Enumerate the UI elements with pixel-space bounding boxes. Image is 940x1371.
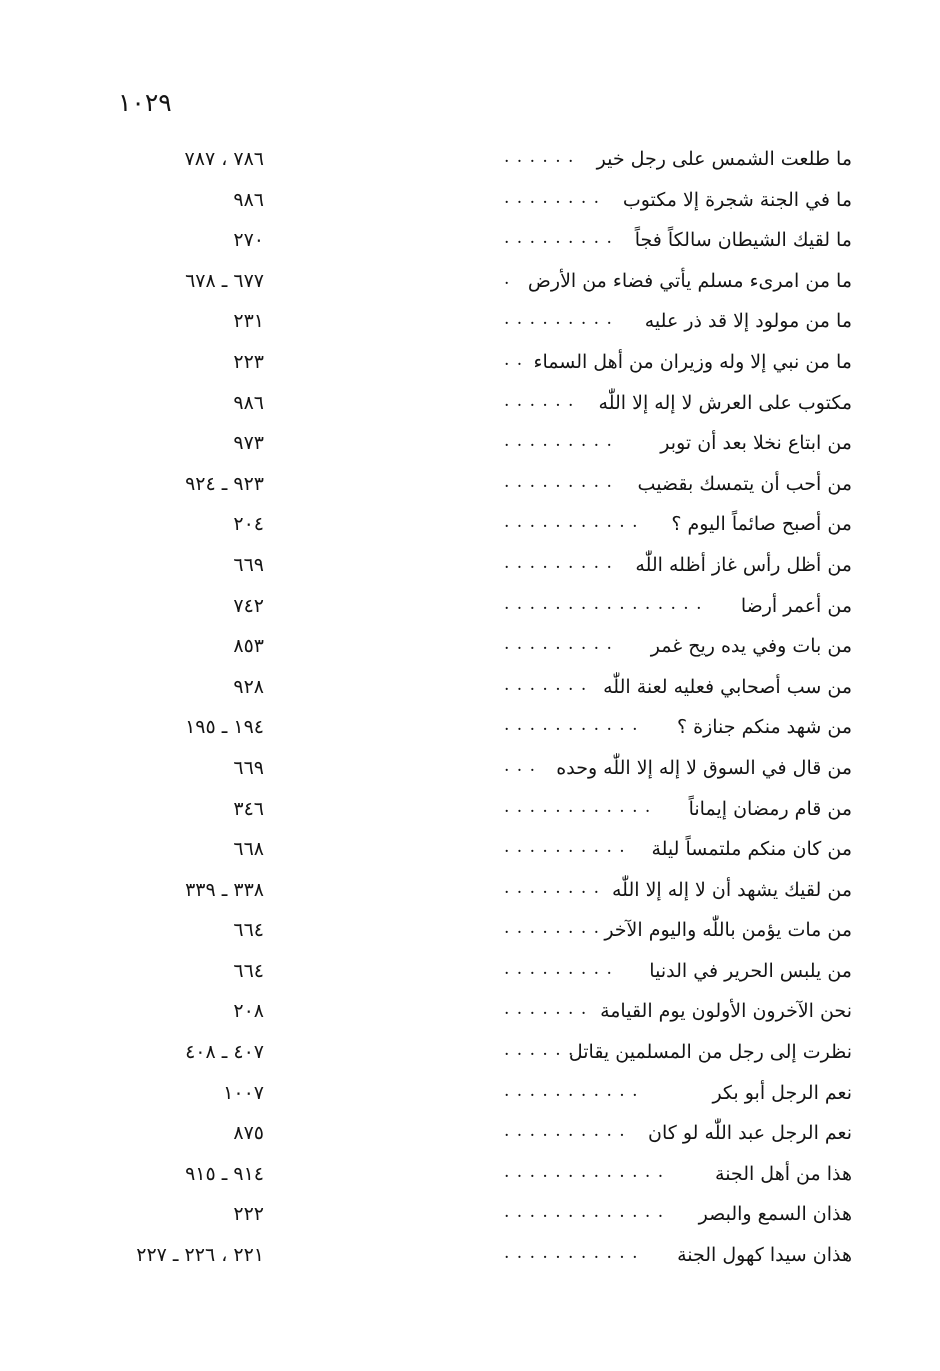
index-entry (0, 425, 940, 466)
index-entry (0, 1075, 940, 1116)
entry-leader-dots: . . . . . . . . . (504, 552, 613, 573)
index-entry (0, 1115, 940, 1156)
index-entry (0, 1237, 940, 1278)
entry-leader-dots: . . . . . . . (504, 674, 588, 695)
entry-page-numbers: ٩٨٦ (233, 188, 264, 211)
entry-page-numbers: ٦٦٨ (233, 838, 264, 861)
index-entry (0, 385, 940, 426)
entry-leader-dots: . . . . . . . (504, 999, 588, 1020)
entry-leader-dots: . . . . . . . . (504, 187, 601, 208)
entry-text: نعم الرجل عبد اللّٰه لو كان (648, 1122, 852, 1145)
index-entry (0, 1196, 940, 1237)
entry-leader-dots: . . . . . . . . . (504, 958, 613, 979)
entry-text: من قال في السوق لا إله إلا اللّٰه وحده (556, 756, 852, 779)
entry-page-numbers: ٨٧٥ (233, 1122, 264, 1145)
entry-text: نعم الرجل أبو بكر (712, 1081, 852, 1104)
entry-leader-dots: . . . . . . . . (504, 918, 601, 939)
entry-text: من أحب أن يتمسك بقضيب (637, 472, 852, 495)
entry-page-numbers: ٣٤٦ (233, 797, 264, 820)
entry-page-numbers: ٢٠٤ (233, 513, 264, 536)
index-entry (0, 872, 940, 913)
entry-text: مكتوب على العرش لا إله إلا اللّٰه (598, 391, 852, 414)
entry-leader-dots: . . . . . . . . . . . . . (504, 1161, 665, 1182)
entry-text: هذا من أهل الجنة (715, 1162, 852, 1185)
index-entry (0, 953, 940, 994)
index-entry (0, 182, 940, 223)
entry-text: من شهد منكم جنازة ؟ (677, 716, 852, 739)
entry-page-numbers: ٢٣١ (233, 310, 264, 333)
entry-leader-dots: . . . . . . (504, 147, 575, 167)
index-entry (0, 993, 940, 1034)
entry-page-numbers: ٩٨٦ (233, 391, 264, 414)
entry-leader-dots: . . . . . . . . . (504, 471, 613, 492)
entry-page-numbers: ٣٣٨ ـ ٣٣٩ (185, 878, 264, 901)
entry-text: من ابتاع نخلا بعد أن توبر (660, 432, 852, 455)
entry-page-numbers: ٢٢٣ (233, 350, 264, 373)
index-entry (0, 669, 940, 710)
index-entry (0, 831, 940, 872)
entry-leader-dots: . . . . . . . . (504, 877, 601, 898)
entry-page-numbers: ٦٦٤ (233, 919, 264, 942)
entry-leader-dots: . . . (504, 755, 537, 776)
entry-leader-dots: . . . . . . . . . . . (504, 1243, 639, 1264)
entry-leader-dots: . . . . . . . . . . . (504, 512, 639, 533)
index-entry (0, 709, 940, 750)
entry-text: ما من مولود إلا قد ذر عليه (644, 310, 852, 333)
index-entry (0, 506, 940, 547)
page-number: ١٠٢٩ (118, 88, 172, 117)
entry-leader-dots: . . . . . . . . . (504, 228, 613, 249)
entry-text: من كان منكم ملتمساً ليلة (651, 838, 852, 861)
entry-page-numbers: ٨٥٣ (233, 635, 264, 658)
entry-page-numbers: ٦٦٤ (233, 959, 264, 982)
entry-leader-dots: . . (504, 349, 524, 370)
entry-leader-dots: . . . . . . . . . . (504, 837, 626, 858)
entry-page-numbers: ٩٧٣ (233, 432, 264, 455)
entry-leader-dots: . . . . . . (504, 390, 575, 411)
entry-page-numbers: ٢٢١ ، ٢٢٦ ـ ٢٢٧ (136, 1244, 264, 1267)
entry-page-numbers: ٢٧٠ (233, 229, 264, 252)
entry-leader-dots: . . . . . . . . . . . . (504, 796, 652, 817)
entry-page-numbers: ٧٨٦ ، ٧٨٧ (184, 148, 264, 170)
index-entry (0, 303, 940, 344)
entry-leader-dots: . . . . . . . . . . (504, 1121, 626, 1142)
entry-text: من أصبح صائماً اليوم ؟ (671, 513, 852, 536)
index-entry (0, 588, 940, 629)
entry-text: من أظل رأس غاز أظله اللّٰه (635, 553, 852, 576)
entry-page-numbers: ٤٠٧ ـ ٤٠٨ (185, 1041, 264, 1064)
index-entry (0, 1156, 940, 1197)
entry-text: ما لقيك الشيطان سالكاً فجاً (634, 229, 852, 252)
entry-page-numbers: ٩٢٨ (233, 675, 264, 698)
entry-page-numbers: ١٠٠٧ (223, 1081, 264, 1104)
entry-text: ما في الجنة شجرة إلا مكتوب (622, 188, 852, 211)
entry-page-numbers: ١٩٤ ـ ١٩٥ (185, 716, 264, 739)
index-entry (0, 141, 940, 182)
index-entry (0, 912, 940, 953)
entry-leader-dots: . . . . . . . . . . . . . . . . (504, 593, 703, 614)
entry-text: ما من نبي إلا وله وزيران من أهل السماء (533, 350, 852, 373)
entry-leader-dots: . . . . . . . . . . . (504, 1080, 639, 1101)
entry-leader-dots: . . . . . . . . . . . . . (504, 1202, 665, 1223)
index-entry (0, 466, 940, 507)
entry-leader-dots: . . . . . . . . . (504, 634, 613, 655)
index-entry (0, 222, 940, 263)
entry-text: من يلبس الحرير في الدنيا (649, 959, 852, 982)
entry-leader-dots: . . . . . . . . . (504, 431, 613, 452)
index-entry (0, 547, 940, 588)
entry-page-numbers: ٩١٤ ـ ٩١٥ (185, 1162, 264, 1185)
entry-text: نحن الآخرون الأولون يوم القيامة (600, 1000, 852, 1023)
entry-leader-dots: . (504, 268, 511, 289)
entry-page-numbers: ٦٧٧ ـ ٦٧٨ (185, 269, 264, 292)
entry-text: من أعمر أرضا (740, 594, 852, 617)
entry-leader-dots: . . . . . . . . . (504, 309, 613, 330)
entry-text: ما طلعت الشمس على رجل خير (596, 148, 852, 170)
entry-text: من بات وفي يده ريح غمر (650, 635, 852, 658)
entry-text: هذان السمع والبصر (698, 1203, 852, 1226)
entry-text: من سب أصحابي فعليه لعنة اللّٰه (603, 675, 852, 698)
entry-text: من مات يؤمن باللّٰه واليوم الآخر (604, 919, 852, 942)
index-entry (0, 1034, 940, 1075)
entry-text: من قام رمضان إيماناً (688, 797, 852, 820)
index-list (0, 141, 940, 1278)
entry-leader-dots: . . . . . . . . . . . (504, 715, 639, 736)
entry-text: هذان سيدا كهول الجنة (677, 1244, 852, 1267)
entry-text: من لقيك يشهد أن لا إله إلا اللّٰه (611, 878, 852, 901)
entry-page-numbers: ٩٢٣ ـ ٩٢٤ (185, 472, 264, 495)
entry-page-numbers: ٧٤٢ (233, 594, 264, 617)
index-entry (0, 750, 940, 791)
index-entry (0, 344, 940, 385)
index-entry (0, 628, 940, 669)
entry-page-numbers: ٢٢٢ (233, 1203, 264, 1226)
entry-page-numbers: ٢٠٨ (233, 1000, 264, 1023)
entry-text: نظرت إلى رجل من المسلمين يقاتل (568, 1041, 852, 1064)
entry-text: ما من امرىء مسلم يأتي فضاء من الأرض (527, 269, 852, 292)
entry-leader-dots: . . . . . . (504, 1040, 575, 1061)
entry-page-numbers: ٦٦٩ (233, 553, 264, 576)
index-entry (0, 263, 940, 304)
index-entry (0, 791, 940, 832)
entry-page-numbers: ٦٦٩ (233, 756, 264, 779)
